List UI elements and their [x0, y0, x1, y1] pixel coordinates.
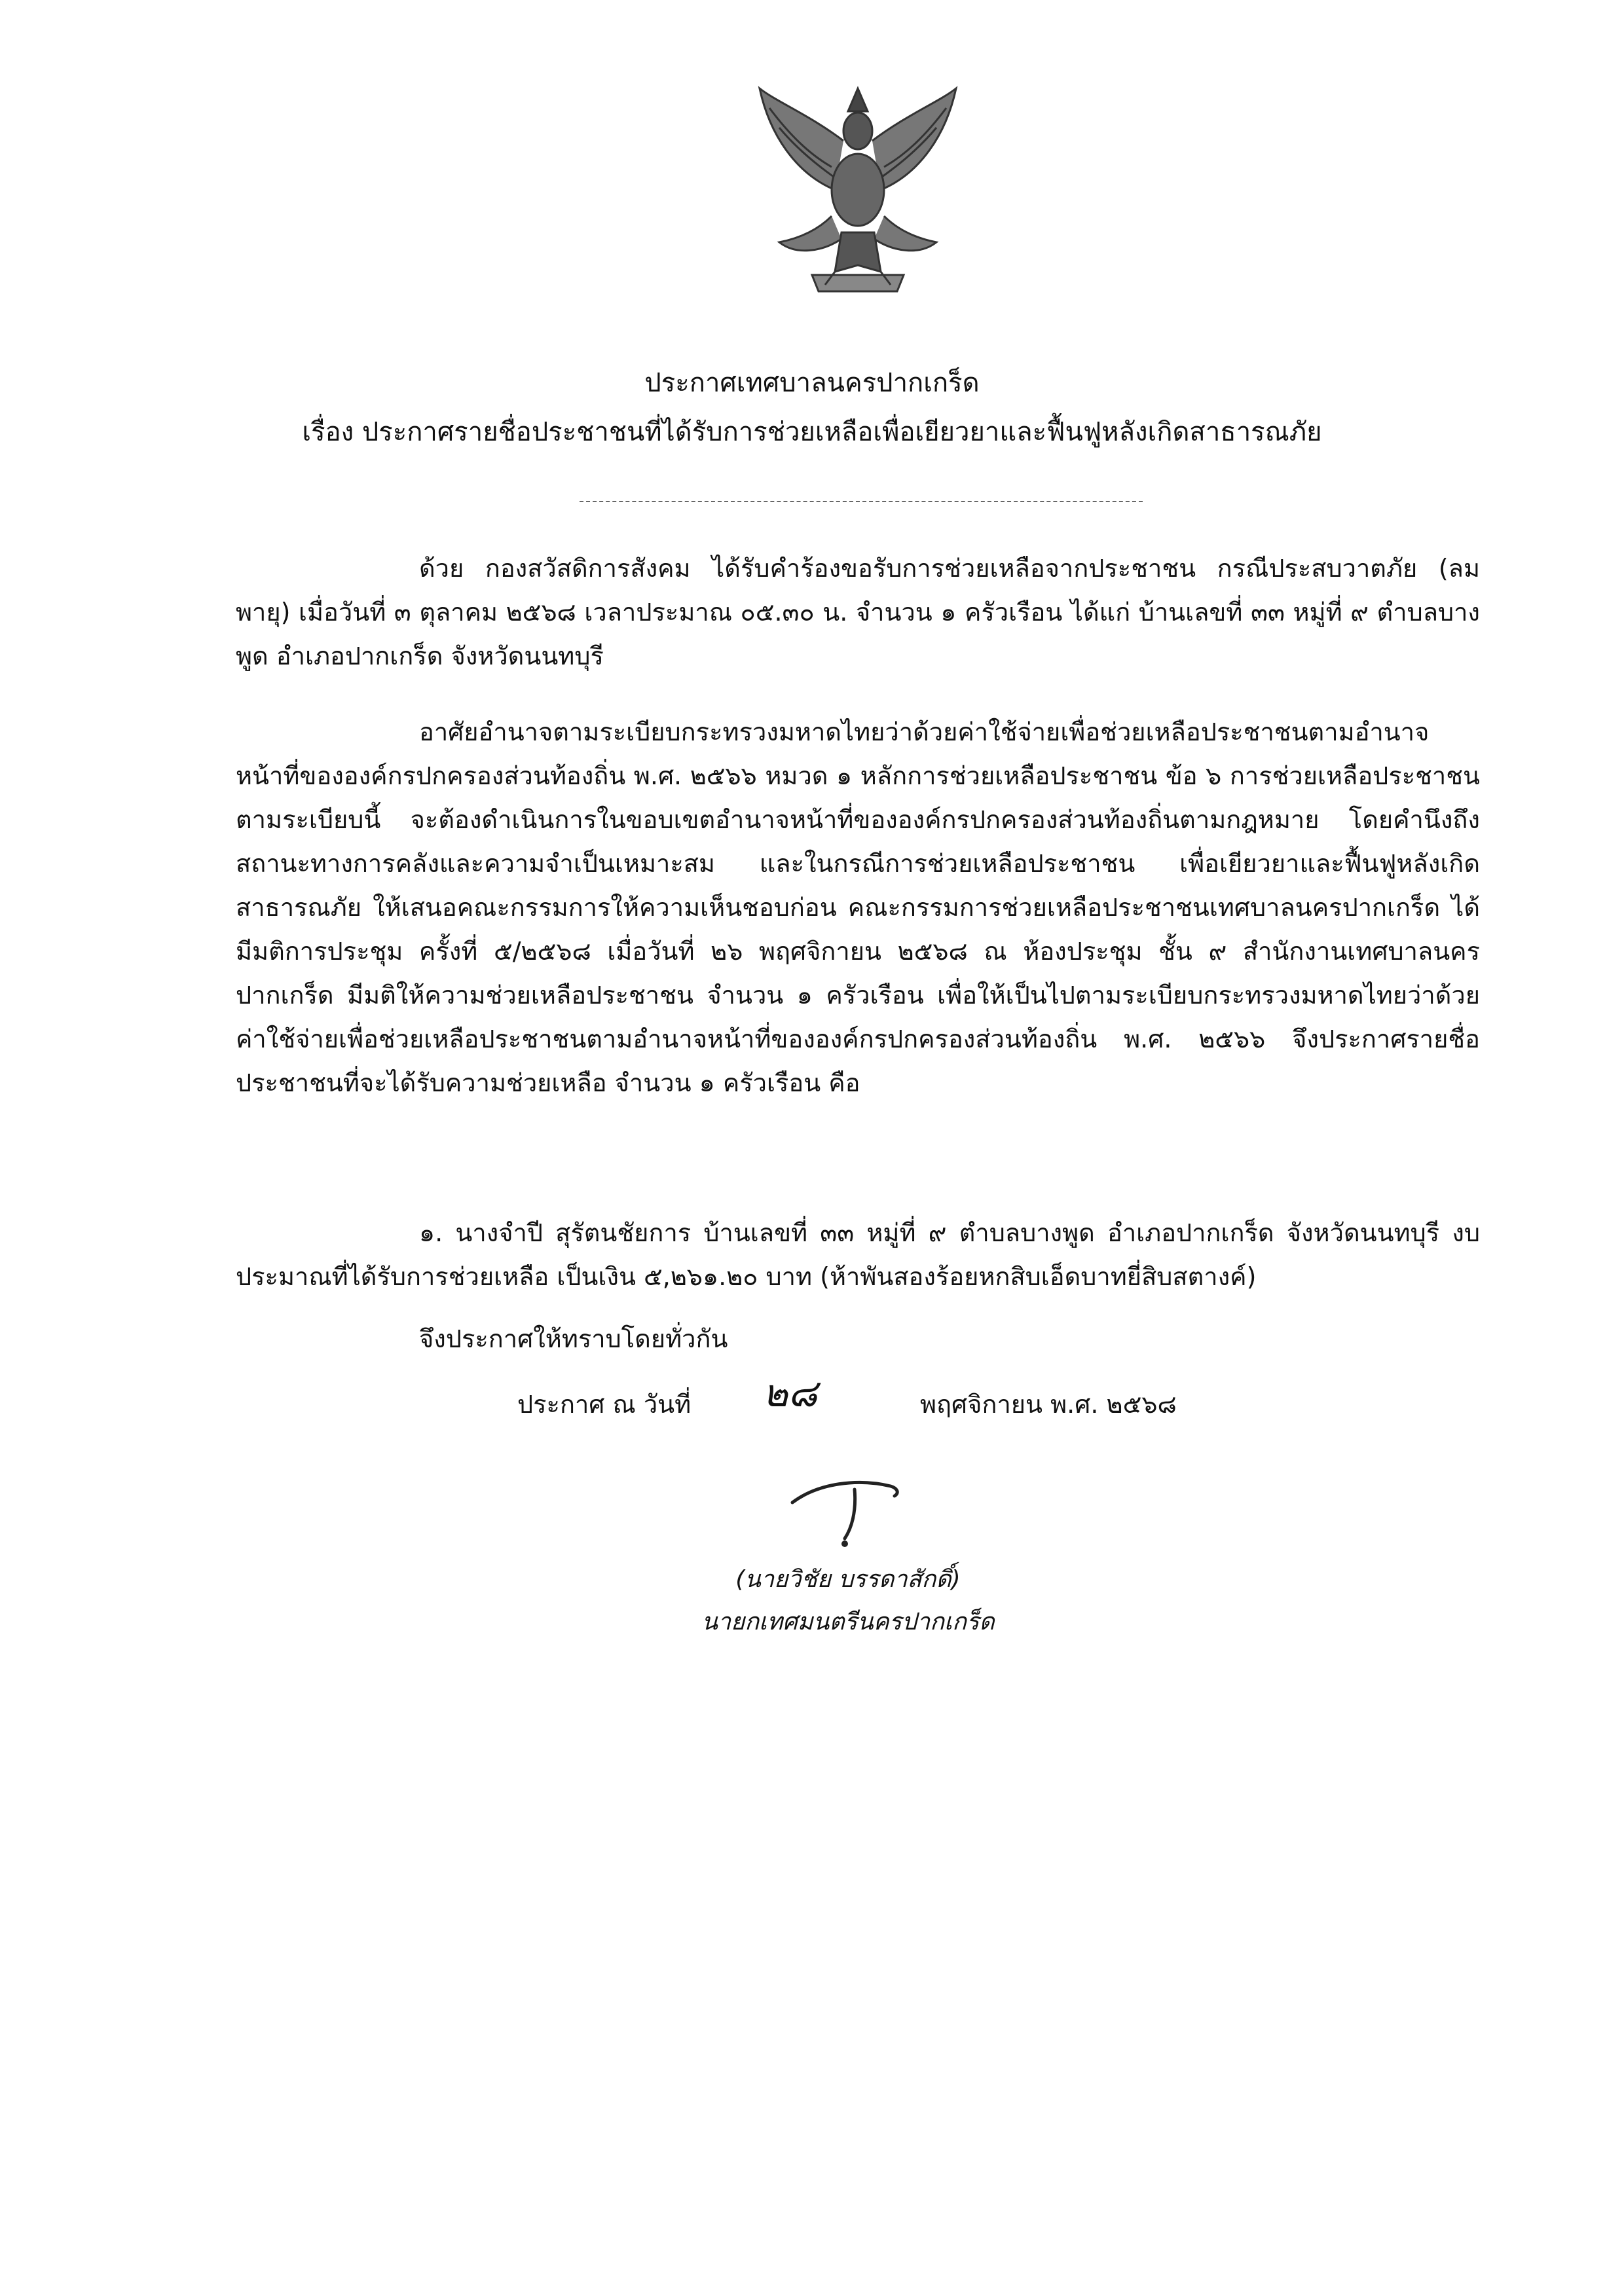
signature — [779, 1460, 923, 1552]
signatory-position: นายกเทศมนตรีนครปากเกร็ด — [701, 1609, 995, 1635]
announcement-date-prefix: ประกาศ ณ วันที่ — [517, 1390, 692, 1419]
list-item: ๑. นางจำปี สุรัตนชัยการ บ้านเลขที่ ๓๓ หมู่ที่ ๙ ตำบลบางพูด อำเภอปากเกร็ด จังหวัดนนทบุรี งบประมาณที่ได้รับการช่วยเหลือ เป็นเงิน ๕,๒๖๑.๒๐ บาท (ห้าพันสองร้อยหกสิบเอ็ดบาทยี่สิบสตางค์) — [236, 1218, 1480, 1291]
divider — [580, 501, 1143, 502]
paragraph-2: อาศัยอำนาจตามระเบียบกระทรวงมหาดไทยว่าด้วยค่าใช้จ่ายเพื่อช่วยเหลือประชาชนตามอำนาจหน้าที่ขององค์กรปกครองส่วนท้องถิ่น พ.ศ. ๒๕๖๖ หมวด ๑ หลักการช่วยเหลือประชาชน ข้อ ๖ การช่วยเหลือประชาชนตามระเบียบนี้ จะต้องดำเนินการในขอบเขตอำนาจหน้าที่ขององค์กรปกครองส่วนท้องถิ่นตามกฎหมาย โดยคำนึงถึงสถานะทางการคลังและความจำเป็นเหมาะสม และในกรณีการช่วยเหลือประชาชน เพื่อเยียวยาและฟื้นฟูหลังเกิดสาธารณภัย ให้เสนอคณะกรรมการให้ความเห็นชอบก่อน คณะกรรมการช่วยเหลือประชาชนเทศบาลนครปากเกร็ด ได้มีมติการประชุม ครั้งที่ ๕/๒๕๖๘ เมื่อวันที่ ๒๖ พฤศจิกายน ๒๕๖๘ ณ ห้องประชุม ชั้น ๙ สำนักงานเทศบาลนครปากเกร็ด มีมติให้ความช่วยเหลือประชาชน จำนวน ๑ ครัวเรือน เพื่อให้เป็นไปตามระเบียบกระทรวงมหาดไทยว่าด้วยค่าใช้จ่ายเพื่อช่วยเหลือประชาชนตามอำนาจหน้าที่ขององค์กรปกครองส่วนท้องถิ่น พ.ศ. ๒๕๖๖ จึงประกาศรายชื่อประชาชนที่จะได้รับความช่วยเหลือ จำนวน ๑ ครัวเรือน คือ — [236, 718, 1480, 1097]
beneficiary-list — [236, 1211, 1480, 1299]
paragraph-2-block — [236, 710, 1480, 1105]
signatory-name: (นายวิชัย บรรดาสักดิ์) — [735, 1566, 961, 1593]
garuda-emblem-icon — [750, 75, 966, 304]
paragraph-1: ด้วย กองสวัสดิการสังคม ได้รับคำร้องขอรับการช่วยเหลือจากประชาชน กรณีประสบวาตภัย (ลมพายุ) เมื่อวันที่ ๓ ตุลาคม ๒๕๖๘ เวลาประมาณ ๐๕.๓๐ น. จำนวน ๑ ครัวเรือน ได้แก่ บ้านเลขที่ ๓๓ หมู่ที่ ๙ ตำบลบางพูด อำเภอปากเกร็ด จังหวัดนนทบุรี — [236, 554, 1480, 670]
subject-line: เรื่อง ประกาศรายชื่อประชาชนที่ได้รับการช่วยเหลือเพื่อเยียวยาและฟื้นฟูหลังเกิดสาธารณภัย — [302, 417, 1322, 447]
announcement-date-day: ๒๘ — [763, 1371, 817, 1415]
announcement-date-month-year: พฤศจิกายน พ.ศ. ๒๕๖๘ — [920, 1390, 1177, 1419]
page-title: ประกาศเทศบาลนครปากเกร็ด — [644, 368, 980, 398]
paragraph-1-block — [236, 547, 1480, 678]
closing-statement: จึงประกาศให้ทราบโดยทั่วกัน — [419, 1324, 728, 1353]
